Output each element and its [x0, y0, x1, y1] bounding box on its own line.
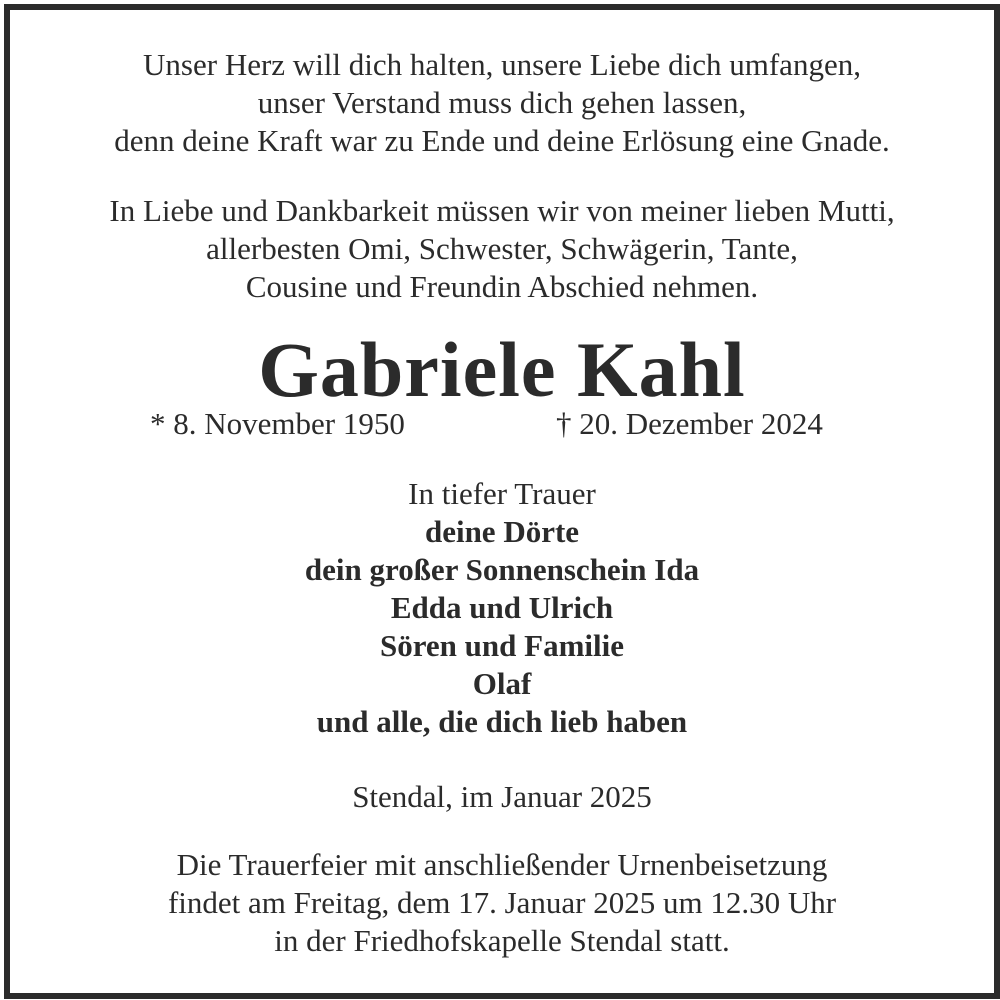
mourner-list	[10, 513, 994, 741]
mourning-intro: In tiefer Trauer	[408, 476, 596, 511]
service-line: findet am Freitag, dem 17. Januar 2025 um 12.30 Uhr	[167, 885, 837, 920]
mourners	[10, 475, 994, 741]
mourner-name: Sören und Familie	[379, 628, 625, 663]
obituary-notice	[4, 4, 1000, 999]
mourner-name: Olaf	[472, 666, 532, 701]
deceased-name: Gabriele Kahl	[258, 326, 746, 413]
mourner-name: Edda und Ulrich	[390, 590, 614, 625]
mourner-name: deine Dörte	[424, 514, 580, 549]
verse-line: denn deine Kraft war zu Ende und deine Erlösung eine Gnade.	[114, 123, 890, 158]
birth-date: * 8. November 1950	[150, 406, 405, 441]
farewell-line: allerbesten Omi, Schwester, Schwägerin, Tante,	[206, 231, 798, 266]
mourner-name: und alle, die dich lieb haben	[316, 704, 688, 739]
mourner-name: dein großer Sonnenschein Ida	[304, 552, 700, 587]
service-line: Die Trauerfeier mit anschließender Urnenbeisetzung	[176, 847, 828, 882]
verse	[10, 46, 994, 160]
life-dates	[10, 405, 994, 445]
service-info	[10, 846, 994, 960]
farewell-text	[10, 192, 994, 306]
farewell-line: Cousine und Freundin Abschied nehmen.	[245, 269, 759, 304]
verse-line: Unser Herz will dich halten, unsere Liebe dich umfangen,	[143, 47, 861, 82]
death-date: † 20. Dezember 2024	[556, 406, 823, 441]
farewell-line: In Liebe und Dankbarkeit müssen wir von meiner lieben Mutti,	[109, 193, 895, 228]
service-line: in der Friedhofskapelle Stendal statt.	[274, 923, 730, 958]
place-date: Stendal, im Januar 2025	[352, 779, 652, 814]
verse-line: unser Verstand muss dich gehen lassen,	[257, 85, 747, 120]
